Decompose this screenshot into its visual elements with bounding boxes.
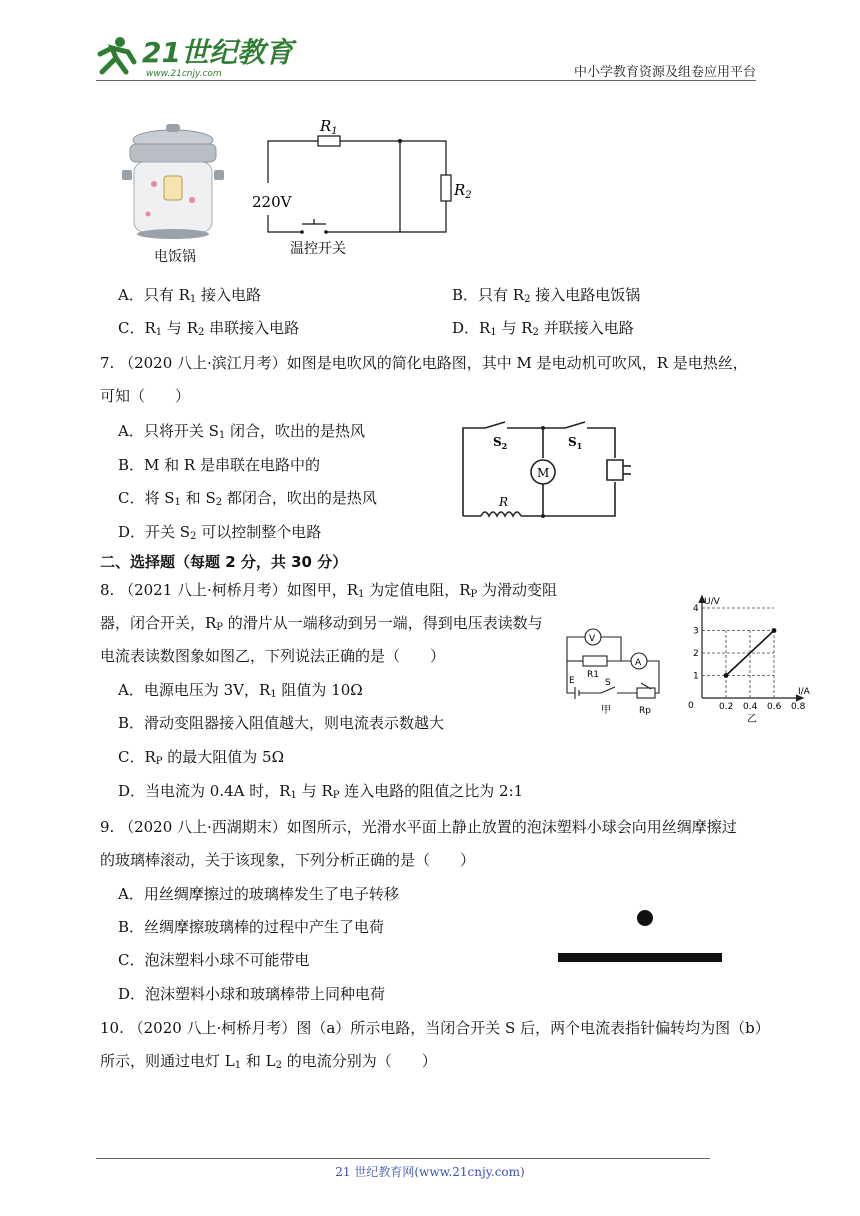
q7-option-b[interactable]: B．M 和 R 是串联在电路中的 bbox=[118, 456, 320, 474]
q8-fig-b-caption: 乙 bbox=[747, 714, 757, 725]
q8-data-point-0 bbox=[724, 673, 729, 678]
rice-cooker-figure bbox=[118, 118, 228, 268]
hairdryer-circuit-diagram bbox=[455, 416, 635, 526]
q9-option-c[interactable]: C．泡沫塑料小球不可能带电 bbox=[118, 951, 310, 969]
q6-option-d[interactable]: D．$R_1$ 与 $R_2$ 并联接入电路 bbox=[452, 319, 634, 338]
q6-option-c[interactable]: C．$R_1$ 与 $R_2$ 串联接入电路 bbox=[118, 319, 300, 338]
q7-motor-label: M bbox=[537, 466, 550, 480]
q8-x-tick-0.2: 0.2 bbox=[719, 702, 734, 712]
q6-option-a[interactable]: A．只有 $R_1$ 接入电路 bbox=[118, 286, 262, 305]
q9-option-d[interactable]: D．泡沫塑料小球和玻璃棒带上同种电荷 bbox=[118, 985, 386, 1003]
q9-figure bbox=[555, 900, 725, 970]
logo-url: www.21cnjy.com bbox=[146, 69, 222, 79]
q6-circuit-diagram bbox=[250, 115, 480, 265]
q8-option-c[interactable]: C．$R_P$ 的最大阻值为 5Ω bbox=[118, 748, 285, 767]
q6-r1-label: $R_1$ bbox=[320, 117, 338, 137]
q6-voltage-label: 220V bbox=[252, 193, 292, 211]
footer-divider bbox=[96, 1158, 710, 1159]
logo-text: 21世纪教育 bbox=[142, 36, 293, 69]
q8-option-d[interactable]: D．当电流为 0.4A 时，$R_1$ 与 $R_P$ 连入电路的阻值之比为 2:1 bbox=[118, 782, 524, 801]
foam-ball-icon bbox=[637, 910, 653, 926]
q8-battery-label: E bbox=[569, 676, 575, 686]
q8-stem-line1: 8. （2021 八上·柯桥月考）如图甲，$R_1$ 为定值电阻，$R_P$ 为滑动变阻 bbox=[100, 581, 558, 600]
q8-y-tick-2: 2 bbox=[693, 649, 699, 659]
q8-circuit-figure bbox=[555, 625, 670, 725]
q8-data-point-1 bbox=[772, 628, 777, 633]
q6-option-b[interactable]: B．只有 $R_2$ 接入电路电饭锅 bbox=[452, 286, 641, 305]
q9-option-b[interactable]: B．丝绸摩擦玻璃棒的过程中产生了电荷 bbox=[118, 918, 385, 936]
section-2-title: 二、选择题（每题 2 分，共 30 分） bbox=[100, 553, 348, 571]
q8-x-tick-0.6: 0.6 bbox=[767, 702, 782, 712]
q7-s1-label: $S_1$ bbox=[568, 435, 583, 451]
q8-x-axis-label: I/A bbox=[798, 687, 810, 697]
q8-option-a[interactable]: A．电源电压为 3V，$R_1$ 阻值为 10Ω bbox=[118, 681, 363, 700]
q8-r1-label: R1 bbox=[587, 670, 599, 680]
q10-stem-line1: 10. （2020 八上·柯桥月考）图（a）所示电路，当闭合开关 S 后，两个电流表指针偏转均为图（b） bbox=[100, 1019, 770, 1037]
q8-y-tick-3: 3 bbox=[693, 626, 699, 637]
horizontal-surface bbox=[558, 953, 722, 962]
q6-circuit-figure bbox=[250, 115, 480, 265]
q6-switch-label: 温控开关 bbox=[290, 241, 346, 257]
header-divider bbox=[96, 80, 756, 81]
q8-x-tick-0.8: 0.8 bbox=[791, 702, 806, 712]
q8-y-tick-1: 1 bbox=[693, 671, 699, 682]
q8-y-tick-4: 4 bbox=[693, 604, 699, 614]
header-platform: 中小学教育资源及组卷应用平台 bbox=[573, 65, 756, 80]
q8-x-tick-0.4: 0.4 bbox=[743, 702, 758, 712]
q7-option-d[interactable]: D．开关 $S_2$ 可以控制整个电路 bbox=[118, 523, 322, 542]
rice-cooker-icon bbox=[118, 118, 228, 248]
foam-ball-and-plane-diagram bbox=[555, 900, 725, 970]
q7-stem-line1: 7. （2020 八上·滨江月考）如图是电吹风的简化电路图，其中 M 是电动机可吹风，R 是电热丝， bbox=[100, 354, 748, 372]
q9-option-a[interactable]: A．用丝绸摩擦过的玻璃棒发生了电子转移 bbox=[118, 885, 399, 903]
q10-stem-line2: 所示，则通过电灯 $L_1$ 和 $L_2$ 的电流分别为（ ） bbox=[100, 1052, 437, 1071]
q8-stem-line3: 电流表读数图象如图乙，下列说法正确的是（ ） bbox=[100, 647, 446, 665]
q6-r2-label: $R_2$ bbox=[454, 181, 472, 201]
q7-s2-label: $S_2$ bbox=[493, 435, 508, 451]
runner-icon bbox=[94, 32, 293, 80]
q8-circuit-diagram bbox=[555, 625, 670, 725]
q8-ammeter-label: A bbox=[635, 658, 642, 668]
rice-cooker-caption: 电饭锅 bbox=[154, 249, 196, 265]
q7-circuit-figure bbox=[455, 416, 635, 526]
q7-option-a[interactable]: A．只将开关 $S_1$ 闭合，吹出的是热风 bbox=[118, 422, 366, 441]
footer-text: 21 世纪教育网(www.21cnjy.com) bbox=[335, 1165, 525, 1179]
header-logo bbox=[94, 32, 293, 80]
q8-option-b[interactable]: B．滑动变阻器接入阻值越大，则电流表示数越大 bbox=[118, 714, 445, 732]
q7-stem-line2: 可知（ ） bbox=[100, 387, 191, 405]
q8-rp-label: Rp bbox=[639, 706, 651, 716]
q9-stem-line2: 的玻璃棒滚动，关于该现象，下列分析正确的是（ ） bbox=[100, 851, 476, 869]
q8-graph-figure bbox=[680, 592, 820, 727]
q7-r-label: R bbox=[499, 495, 509, 509]
q8-fig-a-caption: 甲 bbox=[601, 705, 611, 716]
q9-stem-line1: 9. （2020 八上·西湖期末）如图所示，光滑水平面上静止放置的泡沫塑料小球会向用丝绸摩擦过 bbox=[100, 818, 737, 836]
q7-option-c[interactable]: C．将 $S_1$ 和 $S_2$ 都闭合，吹出的是热风 bbox=[118, 489, 377, 508]
q8-origin-label: 0 bbox=[688, 701, 694, 711]
q8-voltmeter-label: V bbox=[589, 634, 596, 644]
q8-ui-graph bbox=[680, 592, 820, 727]
q8-y-axis-label: U/V bbox=[704, 597, 720, 607]
q8-stem-line2: 器，闭合开关，$R_P$ 的滑片从一端移动到另一端，得到电压表读数与 bbox=[100, 614, 543, 633]
q8-switch-label: S bbox=[605, 678, 611, 688]
